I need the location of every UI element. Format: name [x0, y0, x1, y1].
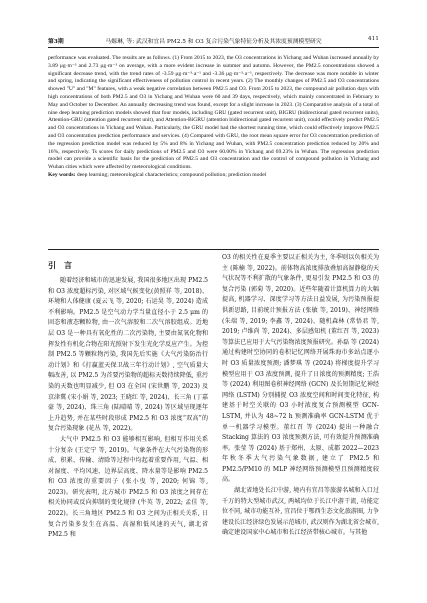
keywords-line: [48, 172, 379, 180]
right-column: [222, 253, 379, 539]
left-column: [48, 256, 208, 541]
page-number: 411: [367, 36, 379, 42]
english-abstract: [48, 55, 379, 180]
abstract-separator: [48, 249, 379, 250]
page-header: [48, 36, 379, 46]
keywords-text: deep learning; meteorological characteristics; compound pollution; prediction model: [76, 171, 267, 178]
section-title: 引 言: [48, 261, 72, 270]
body-paragraph: 大气中 PM2.5 和 O3 能够相互影响, 但相互作用关系十分复杂 (王定宁 等, 2019)。气象条件在大气污染物的形成、积累、传输、清除等过程中均起着重要作用, 气温、相对湿度、平均风速、边界层高度、降水量等是影响 PM2.5 和 O3 浓度的重要因子 (张小曳 等, 2020; 何锦 等, 2023)。研究表明, 北方城市 PM2.5 和 O3 浓度之间存在相关协同或反向抑制的变化规律 (牛英 等, 2022; 孟佳 等, 2022)。长三角地区 PM2.5 和 O3 之间为正相关关系, 日复合污染多发生在高温、高湿和低风速的天气, 湖北省 PM2.5 和: [48, 435, 208, 539]
body-paragraph: 湖北省地处长江中游, 境内有宜昌等旅游名城和入口过千万的特大型城市武汉, 两城均位于长江中游干流, 功能定位不同, 城市功能互补, 宜昌位于鄂西生态文化旅游圈, 力争建设长江经济绿色发展示范城市, 武汉则作为湖北省会城市, 确定建设国家中心城市和长江经济带核心城市。与其他: [222, 487, 379, 537]
body-paragraph: 随着经济和城市的迅速发展, 我国很多地区出现 PM2.5 和 O3 浓度超标污染, 对区域气候变化(黄照祥 等, 2018)、环境和人体健康 (夏云飞 等, 2020; 石运昊 等, 2024) 造成不利影响。PM2.5 是空气动力学当量直径小于 2.5 μm 的固态和液态颗粒物, 由一次气溶胶和二次气溶胶组成。近地层 O3 是一种具有氧化性的二次污染物, 主要由氮氧化物和挥发性有机化合物在阳光照射下发生光化学反应产生。为控制 PM2.5 等颗粒物污染, 我国先后实施《大气污染防治行动计划》和《打赢蓝天保卫战三年行动计划》, 空气质量大幅改善, 以 PM2.5 为首要污染物的超标天数持续降低, 重污染的天数也明显减少, 但 O3 在全国 (宋世鹏 等, 2023) 及京津冀 (宋小娟 等, 2023; 王晓红 等, 2024)、长三角 (丁嘉豪 等, 2024)、珠三角 (陆晴晴 等, 2024) 等区域呈现逐年上升趋势, 并在某些时段形成 PM2.5 和 O3 浓度“双高”的复合污染现象 (花丛 等, 2022)。: [48, 277, 208, 433]
header-rule: [48, 47, 379, 48]
issue-label: 第3期: [48, 39, 64, 45]
keywords-label: Key words:: [48, 171, 76, 178]
body-paragraph: O3 的相关性在夏季主要以正相关为主, 冬季则以负相关为主 (陈楠 等, 2022)。前体物高浓度排放叠加高湿静稳的天气状况等不利扩散的气象条件, 更易引发 PM2.5 和 O3 的复合污染 (郭菊 等, 2020)。近些年随着计算机算力的大幅提高, 机器学习、深度学习等方法日益发展, 为污染预报提供新思路, 目前统计预报方法 (张敏 等, 2019)、神经网络 (朱端 等, 2019; 李鑫 等, 2024)、随机森林 (常悟君 等, 2019; 卢维尚 等, 2024)、多层感知机 (董红召 等, 2023) 等算法已应用于大气污染物浓度预报研究。孙磊 等 (2024) 通过构建时空协同的卷积记忆网络开展珠海市多站点逐小时 O3 质量浓度预测; 潘梦琪 等 (2024) 将梯度提升学习模型应用于 O3 浓度预测, 提升了日浓度的预测精度; 王浩 等 (2024) 利用图卷积神经网络 (GCN) 及长短期记忆神经网络 (LSTM) 分别捕捉 O3 浓度空间和时间变化特征, 构建基于时空关联的 O3 小时浓度复合预测模型 GCN-LSTM, 并认为 48~72 h 预测准确率 GCN-LSTM 优于单一机器学习模型。董红召 等 (2024) 提出一种融合 Stacking 算法的 O3 浓度预测方法, 可有效提升预测准确率。张莹 等 (2024) 基于郑州、太原、成都 2022—2023 年秋冬季大气污染气象数据, 建立了 PM2.5 和 PM2.5/PM10 的 MLP 神经网络预测模型且预测精度较高。: [222, 254, 379, 484]
running-title: 马嫄琳, 等: 武汉和宜昌 PM2.5 和 O3 复合污染气象特征分析及其浓度预测模型研究: [105, 39, 322, 45]
abstract-text: performance was evaluated. The results are as follows. (1) From 2015 to 2023, the O3 concentrations in Yichang and Wuhan increased annually by 3.89 μg·m⁻³ and 2.73 μg·m⁻³ on average, with a more evident increase in summer and autumn. However, the PM2.5 concentrations showed a significant decrease trend, with the trend rates of -3.59 μg·m⁻³·a⁻¹ and -3.36 μg·m⁻³·a⁻¹, respectively. The decrease was more notable in winter and spring, indicating the significant effectiveness of pollution control in recent years. (2) The monthly changes of PM2.5 and O3 concentrations showed "U" and "M" features, with a weak negative correlation between PM2.5 and O3. From 2015 to 2023, the compound air pollution days with high concentrations of both PM2.5 and O3 in Yichang and Wuhan were 60 and 39 days, respectively, which mainly concentrated in February to May and October to December. An annually decreasing trend was found, except for a slight increase in 2023. (3) Comparative analysis of a total of nine deep learning prediction models showed that four models, including GRU (gated recurrent unit), BIGRU (bidirectional gated recurrent units), Attention-GRU (attention gated recurrent unit), and Attention-BiGRU (attention bidirectional gated recurrent unit), could effectively predict PM2.5 and O3 concentrations in Yichang and Wuhan. Particularly, the GRU model had the shortest running time, which could effectively improve PM2.5 and O3 concentration prediction performance and services. (4) Compared with GRU, the root mean square error for O3 concentration prediction of the regression prediction model was reduced by 5% and 8% in Yichang and Wuhan, with PM2.5 concentration prediction reduced by 20% and 16%, respectively. Ts scores for daily predictions of PM2.5 and O3 were 60.00% in Yichang and 69.23% in Wuhan. The regression prediction model can provide a scientific basis for the prediction of PM2.5 and O3 concentration and the control of compound pollution in Yichang and Wuhan cities which were affected by meteorological conditions.: [48, 55, 379, 171]
